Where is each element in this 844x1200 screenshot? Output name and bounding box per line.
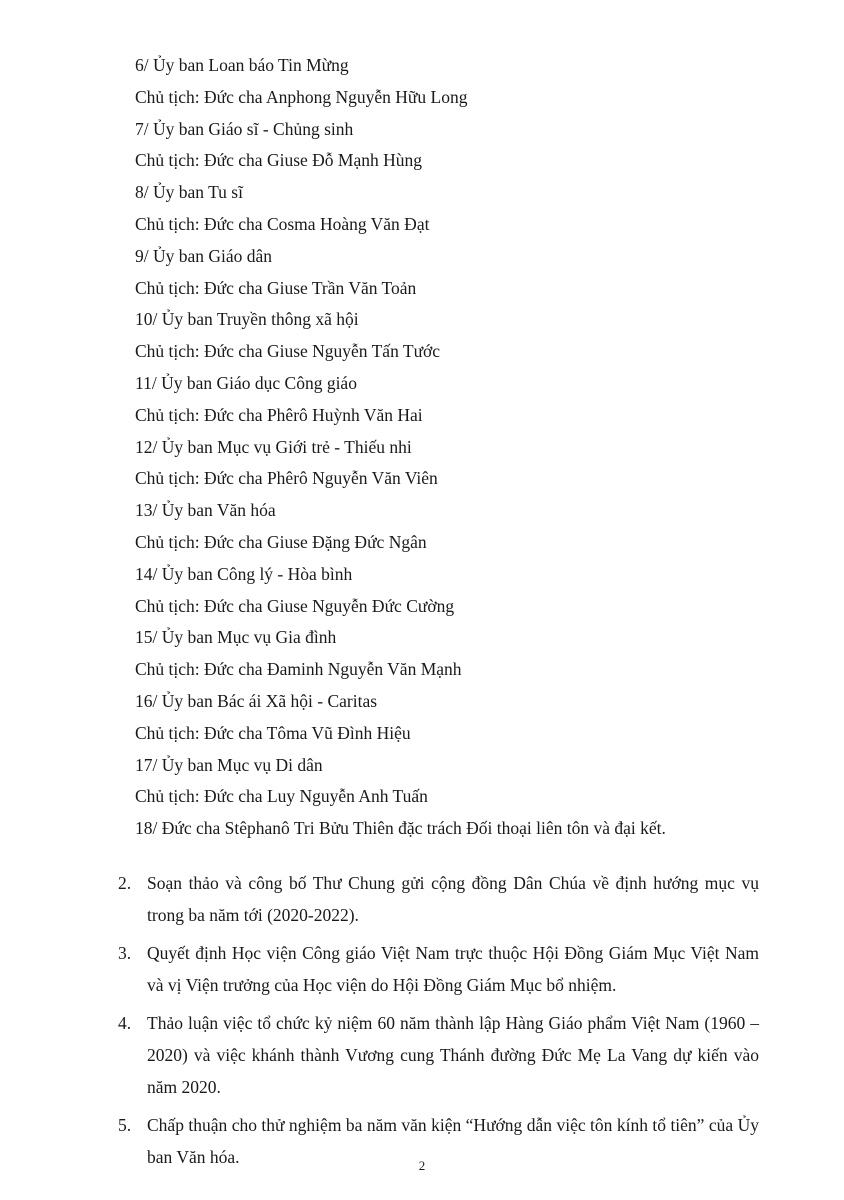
committee-chair: Chủ tịch: Đức cha Giuse Đỗ Mạnh Hùng: [135, 150, 423, 171]
committee-title: 10/ Ủy ban Truyền thông xã hội: [135, 309, 359, 330]
decision-text: Thảo luận việc tổ chức kỷ niệm 60 năm thành lập Hàng Giáo phẩm Việt Nam (1960 – 2020) và việc khánh thành Vương cung Thánh đường Đức Mẹ La Vang dự kiến vào năm 2020.: [147, 1013, 759, 1097]
decision-text: Soạn thảo và công bố Thư Chung gửi cộng đồng Dân Chúa về định hướng mục vụ trong ba năm tới (2020-2022).: [147, 873, 759, 925]
decision-number: 3.: [118, 943, 132, 963]
special-assignment: 18/ Đức cha Stêphanô Tri Bửu Thiên đặc trách Đối thoại liên tôn và đại kết.: [135, 818, 666, 839]
committee-chair: Chủ tịch: Đức cha Tôma Vũ Đình Hiệu: [135, 722, 411, 743]
committee-chair: Chủ tịch: Đức cha Giuse Đặng Đức Ngân: [135, 531, 427, 552]
decision-number: 2.: [118, 873, 132, 893]
committee-chair: Chủ tịch: Đức cha Luy Nguyễn Anh Tuấn: [135, 786, 428, 807]
committee-chair: Chủ tịch: Đức cha Giuse Trần Văn Toản: [135, 277, 417, 298]
decision-list: [0, 867, 844, 1179]
committee-title: 6/ Ủy ban Loan báo Tin Mừng: [135, 55, 349, 75]
decision-text: Quyết định Học viện Công giáo Việt Nam trực thuộc Hội Đồng Giám Mục Việt Nam và vị Viện trưởng của Học viện do Hội Đồng Giám Mục bổ nhiệm.: [147, 943, 759, 995]
committee-title: 12/ Ủy ban Mục vụ Giới trẻ - Thiếu nhi: [135, 436, 412, 457]
decision-number: 5.: [118, 1115, 132, 1135]
committee-title: 15/ Ủy ban Mục vụ Gia đình: [135, 627, 337, 648]
committee-title: 11/ Ủy ban Giáo dục Công giáo: [135, 372, 357, 393]
committee-list: [135, 50, 666, 845]
committee-title: 16/ Ủy ban Bác ái Xã hội - Caritas: [135, 690, 378, 711]
page-number: 2: [418, 1158, 426, 1173]
committee-title: 8/ Ủy ban Tu sĩ: [135, 182, 243, 203]
decision-item: [0, 867, 844, 931]
decision-item: [0, 937, 844, 1001]
committee-chair: Chủ tịch: Đức cha Giuse Nguyễn Đức Cường: [135, 595, 455, 616]
committee-title: 14/ Ủy ban Công lý - Hòa bình: [135, 563, 353, 584]
committee-chair: Chủ tịch: Đức cha Phêrô Nguyễn Văn Viên: [135, 468, 438, 489]
decision-number: 4.: [118, 1013, 132, 1033]
committee-title: 9/ Ủy ban Giáo dân: [135, 245, 273, 266]
committee-title: 7/ Ủy ban Giáo sĩ - Chủng sinh: [135, 118, 354, 139]
committee-title: 17/ Ủy ban Mục vụ Di dân: [135, 754, 323, 775]
committee-chair: Chủ tịch: Đức cha Đaminh Nguyễn Văn Mạnh: [135, 659, 462, 680]
committee-chair: Chủ tịch: Đức cha Giuse Nguyễn Tấn Tước: [135, 341, 441, 362]
committee-chair: Chủ tịch: Đức cha Cosma Hoàng Văn Đạt: [135, 213, 430, 234]
committee-chair: Chủ tịch: Đức cha Phêrô Huỳnh Văn Hai: [135, 404, 423, 425]
committee-title: 13/ Ủy ban Văn hóa: [135, 500, 276, 521]
committee-chair: Chủ tịch: Đức cha Anphong Nguyễn Hữu Long: [135, 86, 468, 107]
decision-item: [0, 1007, 844, 1103]
decision-text: Chấp thuận cho thử nghiệm ba năm văn kiện “Hướng dẫn việc tôn kính tổ tiên” của Ủy ban Văn hóa.: [147, 1115, 759, 1167]
